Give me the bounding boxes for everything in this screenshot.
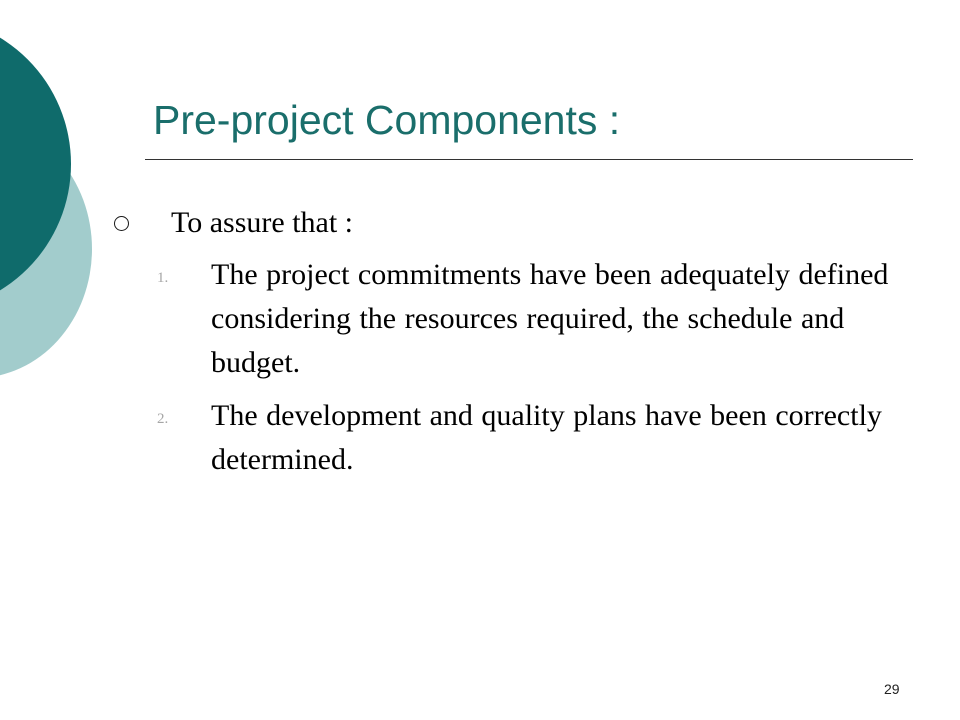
list-item-number: 2. (157, 411, 169, 427)
list-item-number: 1. (157, 270, 169, 286)
title-divider (145, 159, 913, 160)
list-item-text: The development and quality plans have been correctly determined. (211, 399, 882, 476)
list-item-text: The project commitments have been adequately defined considering the resources required, the schedule and budget. (211, 258, 889, 379)
slide-title: Pre-project Components : (153, 97, 621, 143)
list-item (157, 253, 917, 385)
hollow-circle-icon (114, 216, 129, 231)
page-number: 29 (884, 681, 900, 697)
numbered-list (157, 253, 917, 491)
list-item (157, 394, 917, 482)
bullet-text: To assure that : (171, 206, 354, 239)
